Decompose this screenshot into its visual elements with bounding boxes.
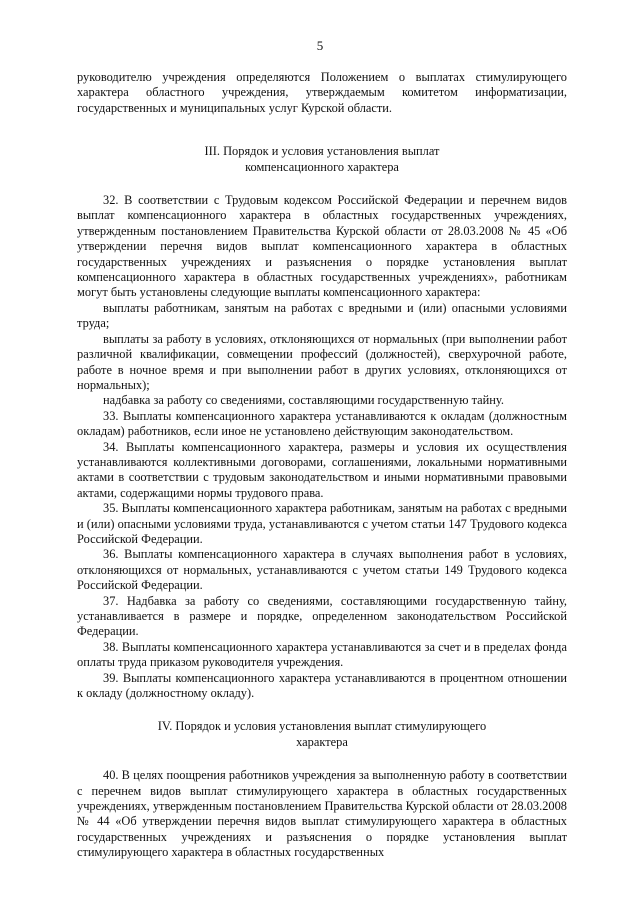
paragraph-35: 35. Выплаты компенсационного характера работникам, занятым на работах с вредными и (или) опасными условиями труда, устанавливаются с учетом статьи 147 Трудового кодекса Российской Федерации. [77,501,567,546]
paragraph-39: 39. Выплаты компенсационного характера устанавливаются в процентном отношении к окладу (должностному окладу). [77,670,567,701]
paragraph-36: 36. Выплаты компенсационного характера в случаях выполнения работ в условиях, отклоняющихся от нормальных, устанавливаются с учетом статьи 149 Трудового кодекса Российской Федерации. [77,547,567,593]
list-item-state-secret: надбавка за работу со сведениями, составляющими государственную тайну. [103,393,504,408]
section-4-title-line2: характера [296,734,348,749]
list-item-hazardous: выплаты работникам, занятым на работах с вредными и (или) опасными условиями труда; [77,300,567,331]
list-item-abnormal-conditions: выплаты за работу в условиях, отклоняющихся от нормальных (при выполнении работ различной квалификации, совмещении профессий (должностей), сверхурочной работе, работе в ночное время и при выполнении работ в других условиях, отклоняющихся от нормальных); [77,331,567,392]
section-3-title-line1: III. Порядок и условия установления выплат [204,144,440,159]
document-body [77,70,567,861]
intro-paragraph: руководителю учреждения определяются Положением о выплатах стимулирующего характера областного учреждения, утверждаемым комитетом информатизации, государственных и муниципальных услуг Курской области. [77,70,567,115]
section-3-title [77,144,567,175]
section-3-title-line2: компенсационного характера [245,159,399,174]
paragraph-32: 32. В соответствии с Трудовым кодексом Российской Федерации и перечнем видов выплат компенсационного характера в областных государственных учреждениях, утвержденным постановлением Правительства Курской области от 28.03.2008 № 45 «Об утверждении перечня видов выплат компенсационного характера в областных государственных учреждениях и разъяснения о порядке установления выплат компенсационного характера в областных государственных учреждениях», работникам могут быть установлены следующие выплаты компенсационного характера: [77,193,567,300]
page-number: 5 [316,38,324,53]
paragraph-37: 37. Надбавка за работу со сведениями, составляющими государственную тайну, устанавливается в размере и порядке, определенном законодательством Российской Федерации. [77,593,567,639]
section-4-title [77,719,567,750]
section-4-title-line1: IV. Порядок и условия установления выплат стимулирующего [157,719,487,734]
paragraph-40: 40. В целях поощрения работников учреждения за выполненную работу в соответствии с перечнем видов выплат стимулирующего характера в областных государственных учреждениях, утвержденным постановлением Правительства Курской области от 28.03.2008 № 44 «Об утверждении перечня видов выплат стимулирующего характера в областных государственных учреждениях и разъяснения о порядке установления выплат стимулирующего характера в областных государственных [77,768,567,860]
paragraph-33: 33. Выплаты компенсационного характера устанавливаются к окладам (должностным окладам) работников, если иное не установлено действующим законодательством. [77,408,567,439]
paragraph-38: 38. Выплаты компенсационного характера устанавливаются за счет и в пределах фонда оплаты труда приказом руководителя учреждения. [77,639,567,670]
paragraph-34: 34. Выплаты компенсационного характера, размеры и условия их осуществления устанавливаются коллективными договорами, соглашениями, локальными нормативными актами в соответствии с трудовым законодательством и иными нормативными правовыми актами, содержащими нормы трудового права. [77,439,567,500]
